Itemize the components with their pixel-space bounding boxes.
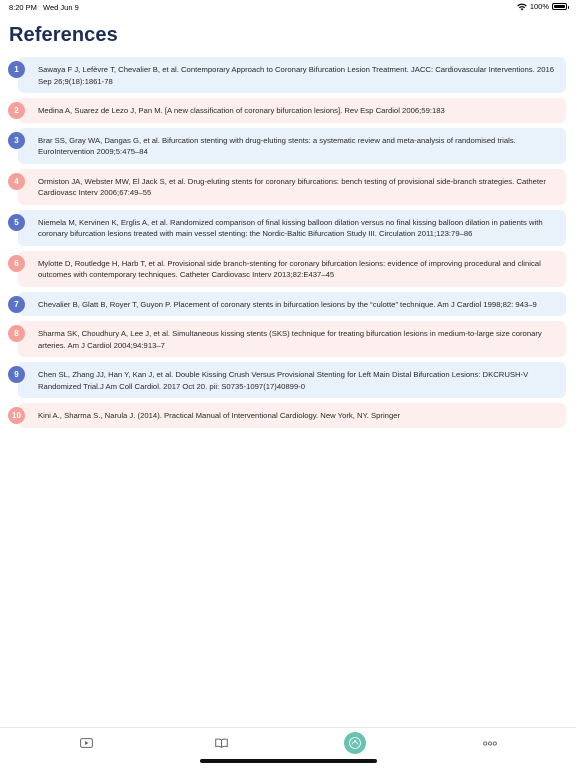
open-book-icon: [215, 738, 228, 748]
tab-home[interactable]: [343, 730, 367, 756]
list-item[interactable]: [8, 403, 566, 428]
reference-number-badge: 4: [8, 173, 25, 190]
status-bar: [0, 0, 576, 16]
reference-number-badge: 7: [8, 296, 25, 313]
reference-number-badge: 10: [8, 407, 25, 424]
list-item[interactable]: [8, 210, 566, 246]
references-list: [8, 57, 566, 433]
reference-number-badge: 8: [8, 325, 25, 342]
reference-text: Sawaya F J, Lefèvre T, Chevalier B, et al. Contemporary Approach to Coronary Bifurcation Lesion Treatment. JACC: Cardiovascular Interventions. 2016 Sep 26;9(18):1861-78: [18, 57, 566, 93]
battery-percent: 100%: [529, 2, 549, 11]
list-item[interactable]: [8, 98, 566, 123]
reference-number-badge: 9: [8, 366, 25, 383]
wifi-icon: [517, 3, 527, 11]
reference-text: Kini A., Sharma S., Narula J. (2014). Practical Manual of Interventional Cardiology. New York, NY. Springer: [18, 403, 566, 428]
status-date: Wed Jun 9: [43, 3, 79, 12]
list-item[interactable]: [8, 321, 566, 357]
reference-number-badge: 2: [8, 102, 25, 119]
list-item[interactable]: [8, 128, 566, 164]
reference-text: Ormiston JA, Webster MW, El Jack S, et al. Drug-eluting stents for coronary bifurcations: bench testing of provisional side-branch strategies. Catheter Cardiovasc Interv 2006;67:49–55: [18, 169, 566, 205]
battery-icon: [552, 3, 567, 10]
reference-text: Mylotte D, Routledge H, Harb T, et al. Provisional side branch-stenting for coronary bifurcation lesions: evidence of improving procedural and clinical outcomes with contemporary techniques. Catheter Cardiovasc Interv 2013;82:E437–45: [18, 251, 566, 287]
tab-more[interactable]: [480, 728, 500, 758]
status-right: [517, 2, 567, 11]
home-indicator[interactable]: [200, 759, 377, 763]
reference-number-badge: 5: [8, 214, 25, 231]
reference-text: Brar SS, Gray WA, Dangas G, et al. Bifurcation stenting with drug-eluting stents: a systematic review and meta-analysis of randomised trials. EuroIntervention 2009;5:475–84: [18, 128, 566, 164]
list-item[interactable]: [8, 57, 566, 93]
list-item[interactable]: [8, 169, 566, 205]
app-logo-icon: [344, 732, 366, 754]
page-title: References: [9, 24, 118, 46]
status-time-text: 8:20 PM: [9, 3, 37, 12]
reference-text: Chevalier B, Glatt B, Royer T, Guyon P. Placement of coronary stents in bifurcation lesions by the “culotte” technique. Am J Cardiol 1998;82: 943–9: [18, 292, 566, 317]
reference-text: Niemela M, Kervinen K, Erglis A, et al. Randomized comparison of final kissing balloon dilation versus no final kissing balloon dilation in patients with coronary bifurcation lesions treated with main vessel stenting: the Nordic-Baltic Bifurcation Study III. Circulation 2011;123:79–86: [18, 210, 566, 246]
status-time: [9, 3, 79, 12]
tab-video[interactable]: [76, 728, 96, 758]
reference-number-badge: 6: [8, 255, 25, 272]
list-item[interactable]: [8, 251, 566, 287]
reference-number-badge: 3: [8, 132, 25, 149]
reference-number-badge: 1: [8, 61, 25, 78]
reference-text: Medina A, Suarez de Lezo J, Pan M. [A new classification of coronary bifurcation lesions]. Rev Esp Cardiol 2006;59:183: [18, 98, 566, 123]
play-video-icon: [80, 738, 93, 748]
list-item[interactable]: [8, 362, 566, 398]
tab-library[interactable]: [211, 728, 231, 758]
more-dots-icon: [483, 741, 497, 746]
reference-text: Chen SL, Zhang JJ, Han Y, Kan J, et al. Double Kissing Crush Versus Provisional Stenting for Left Main Distal Bifurcation Lesions: DKCRUSH-V Randomized Trial.J Am Coll Cardiol. 2017 Oct 20. pii: S0735-1097(17)40899-0: [18, 362, 566, 398]
list-item[interactable]: [8, 292, 566, 317]
reference-text: Sharma SK, Choudhury A, Lee J, et al. Simultaneous kissing stents (SKS) technique for treating bifurcation lesions in medium-to-large size coronary arteries. Am J Cardiol 2004;94:913–7: [18, 321, 566, 357]
